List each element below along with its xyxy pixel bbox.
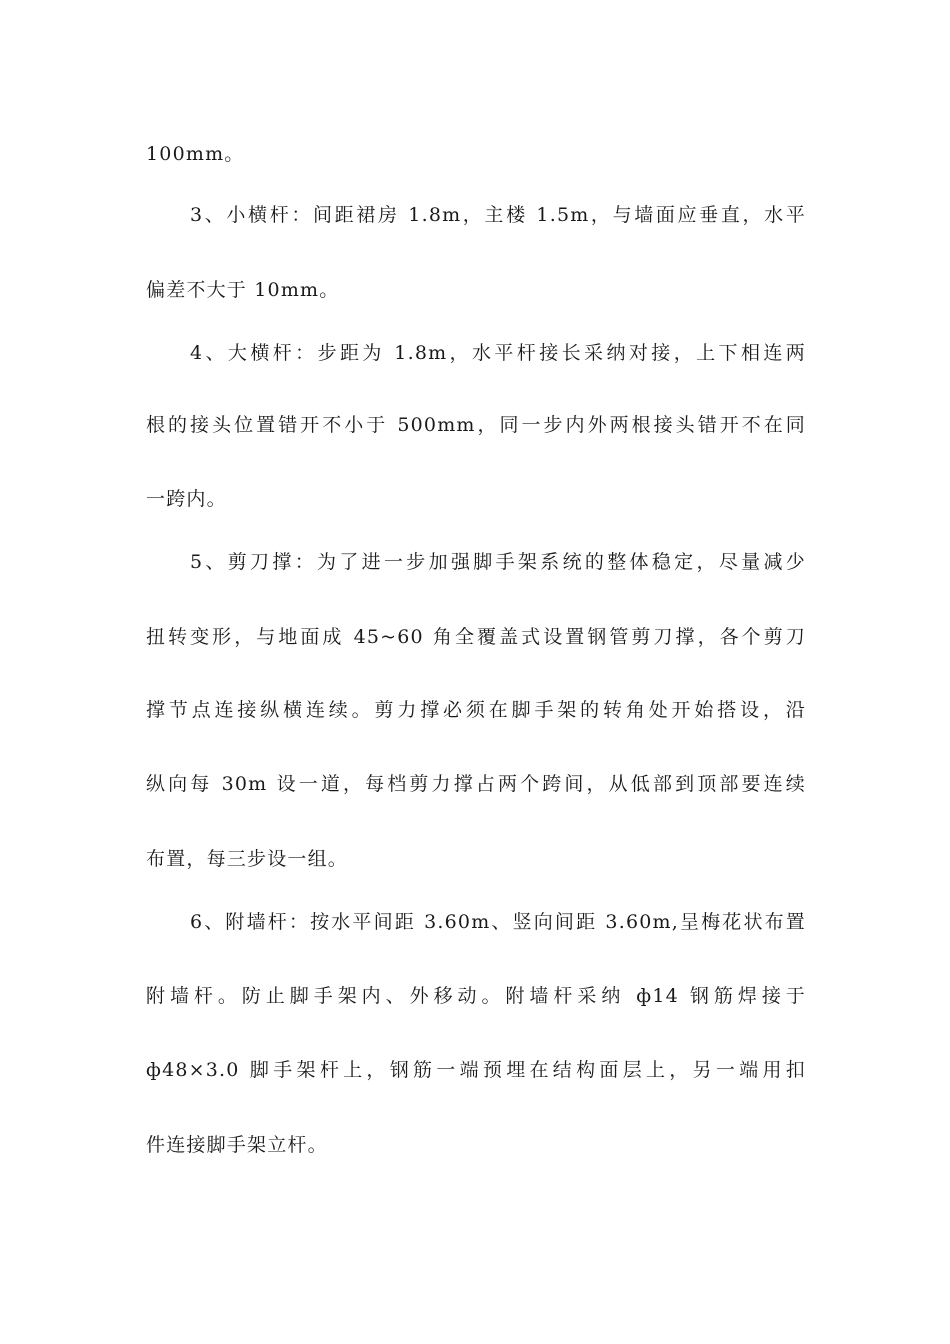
paragraph-3-line-1: 3、小横杆：间距裙房 1.8m，主楼 1.5m，与墙面应垂直，水平 [190,204,806,226]
paragraph-6-line-1: 6、附墙杆：按水平间距 3.60m、竖向间距 3.60m,呈梅花状布置 [190,911,806,933]
paragraph-6-line-2: 附墙杆。防止脚手架内、外移动。附墙杆采纳 ф14 钢筋焊接于 [146,985,806,1007]
paragraph-4-line-1: 4、大横杆：步距为 1.8m，水平杆接长采纳对接，上下相连两 [190,342,806,364]
paragraph-6-line-3: ф48×3.0 脚手架杆上，钢筋一端预埋在结构面层上，另一端用扣 [146,1059,806,1081]
text-line-1: 100mm。 [146,143,245,165]
paragraph-5-line-3: 撑节点连接纵横连续。剪力撑必须在脚手架的转角处开始搭设，沿 [146,699,806,721]
paragraph-6-line-4: 件连接脚手架立杆。 [146,1134,328,1156]
paragraph-4-line-3: 一跨内。 [146,488,227,510]
paragraph-3-line-2: 偏差不大于 10mm。 [146,279,340,301]
paragraph-5-line-2: 扭转变形，与地面成 45~60 角全覆盖式设置钢管剪刀撑，各个剪刀 [146,626,806,648]
paragraph-5-line-1: 5、剪刀撑：为了进一步加强脚手架系统的整体稳定，尽量减少 [190,551,806,573]
paragraph-5-line-4: 纵向每 30m 设一道，每档剪力撑占两个跨间，从低部到顶部要连续 [146,773,806,795]
paragraph-4-line-2: 根的接头位置错开不小于 500mm，同一步内外两根接头错开不在同 [146,414,806,436]
paragraph-5-line-5: 布置，每三步设一组。 [146,848,349,870]
